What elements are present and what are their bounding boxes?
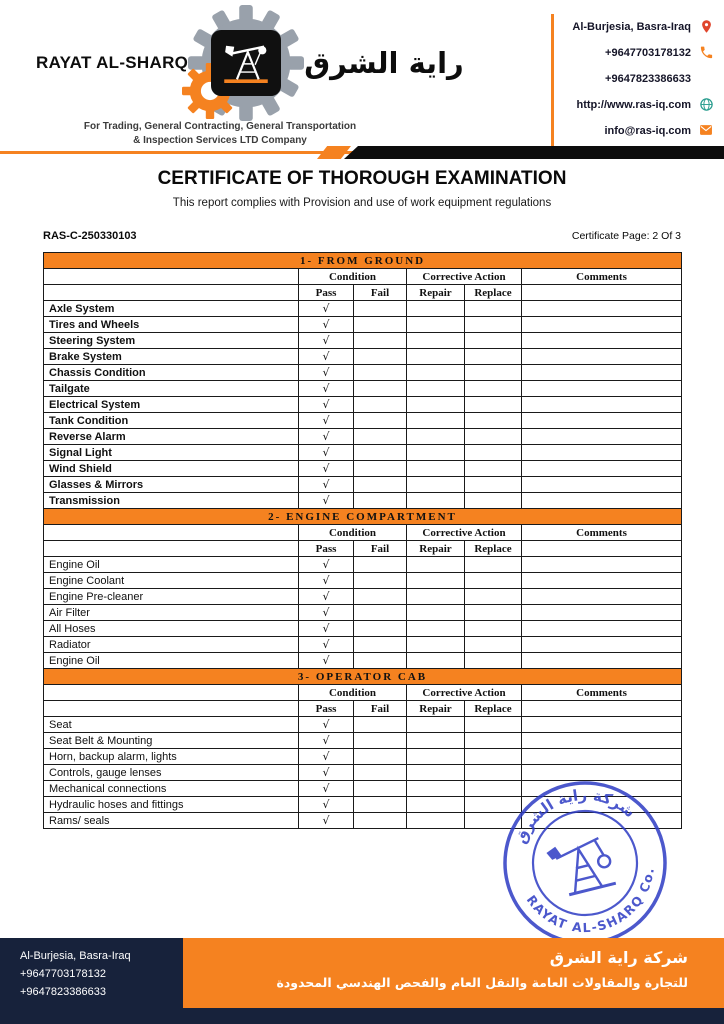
- table-row: [44, 445, 682, 461]
- pass-cell: √: [299, 557, 354, 573]
- table-row: [44, 493, 682, 509]
- pass-cell: √: [299, 733, 354, 749]
- replace-cell: [465, 717, 522, 733]
- repair-header: Repair: [407, 541, 465, 557]
- pass-cell: √: [299, 317, 354, 333]
- fail-cell: [354, 637, 407, 653]
- comments-cell: [522, 493, 682, 509]
- fail-header: Fail: [354, 541, 407, 557]
- table-row: [44, 477, 682, 493]
- section-title-row: [44, 669, 682, 685]
- replace-cell: [465, 589, 522, 605]
- corrective-action-header: Corrective Action: [407, 525, 522, 541]
- pass-cell: √: [299, 301, 354, 317]
- comments-subheader: [522, 285, 682, 301]
- pass-cell: √: [299, 445, 354, 461]
- company-name-en: RAYAT AL-SHARQ: [36, 53, 189, 72]
- column-header-row: [44, 541, 682, 557]
- fail-cell: [354, 477, 407, 493]
- fail-cell: [354, 797, 407, 813]
- black-bar: [344, 146, 724, 159]
- repair-cell: [407, 637, 465, 653]
- repair-cell: [407, 365, 465, 381]
- pass-cell: √: [299, 589, 354, 605]
- repair-cell: [407, 733, 465, 749]
- repair-cell: [407, 349, 465, 365]
- table-row: [44, 557, 682, 573]
- fail-cell: [354, 621, 407, 637]
- footer-phone1: +9647703178132: [20, 968, 106, 980]
- comments-cell: [522, 589, 682, 605]
- replace-cell: [465, 365, 522, 381]
- repair-cell: [407, 317, 465, 333]
- comments-cell: [522, 749, 682, 765]
- item-cell: Tank Condition: [44, 413, 299, 429]
- fail-cell: [354, 717, 407, 733]
- pass-cell: √: [299, 749, 354, 765]
- repair-cell: [407, 765, 465, 781]
- comments-cell: [522, 333, 682, 349]
- fail-header: Fail: [354, 701, 407, 717]
- comments-cell: [522, 637, 682, 653]
- comments-cell: [522, 653, 682, 669]
- repair-header: Repair: [407, 285, 465, 301]
- replace-cell: [465, 461, 522, 477]
- table-row: [44, 621, 682, 637]
- pass-cell: √: [299, 573, 354, 589]
- footer-phone2: +9647823386633: [20, 986, 106, 998]
- pass-cell: √: [299, 413, 354, 429]
- repair-cell: [407, 717, 465, 733]
- fail-cell: [354, 301, 407, 317]
- condition-header: Condition: [299, 269, 407, 285]
- repair-cell: [407, 557, 465, 573]
- item-cell: Engine Coolant: [44, 573, 299, 589]
- repair-cell: [407, 301, 465, 317]
- repair-header: Repair: [407, 701, 465, 717]
- pass-header: Pass: [299, 541, 354, 557]
- location-pin-icon: [698, 19, 714, 35]
- stamp-english-text: RAYAT AL-SHARQ Co.: [523, 866, 657, 936]
- fail-cell: [354, 749, 407, 765]
- fail-header: Fail: [354, 285, 407, 301]
- comments-cell: [522, 477, 682, 493]
- comments-cell: [522, 717, 682, 733]
- comments-cell: [522, 429, 682, 445]
- table-row: [44, 413, 682, 429]
- item-cell: Tires and Wheels: [44, 317, 299, 333]
- item-cell: Engine Oil: [44, 653, 299, 669]
- table-row: [44, 317, 682, 333]
- repair-cell: [407, 445, 465, 461]
- fail-cell: [354, 813, 407, 829]
- comments-cell: [522, 397, 682, 413]
- replace-cell: [465, 621, 522, 637]
- comments-cell: [522, 733, 682, 749]
- repair-cell: [407, 397, 465, 413]
- fail-cell: [354, 333, 407, 349]
- comments-cell: [522, 605, 682, 621]
- fail-cell: [354, 349, 407, 365]
- tagline-line1: For Trading, General Contracting, General Transportation: [83, 121, 357, 132]
- pass-cell: √: [299, 381, 354, 397]
- repair-cell: [407, 381, 465, 397]
- item-cell: Engine Oil: [44, 557, 299, 573]
- pass-cell: √: [299, 461, 354, 477]
- table-row: [44, 349, 682, 365]
- table-row: [44, 429, 682, 445]
- repair-cell: [407, 813, 465, 829]
- repair-cell: [407, 605, 465, 621]
- replace-cell: [465, 573, 522, 589]
- pass-header: Pass: [299, 285, 354, 301]
- replace-header: Replace: [465, 701, 522, 717]
- fail-cell: [354, 557, 407, 573]
- contact-label: http://www.ras-iq.com: [576, 98, 691, 111]
- company-tagline: [36, 120, 404, 148]
- table-row: [44, 749, 682, 765]
- contact-list: [546, 18, 714, 139]
- repair-cell: [407, 621, 465, 637]
- item-cell: Mechanical connections: [44, 781, 299, 797]
- replace-cell: [465, 349, 522, 365]
- replace-cell: [465, 381, 522, 397]
- replace-cell: [465, 749, 522, 765]
- table-row: [44, 301, 682, 317]
- item-header: [44, 269, 299, 285]
- pass-cell: √: [299, 765, 354, 781]
- replace-cell: [465, 333, 522, 349]
- repair-cell: [407, 477, 465, 493]
- orange-rule: [0, 151, 360, 154]
- table-row: [44, 589, 682, 605]
- repair-cell: [407, 461, 465, 477]
- column-group-header-row: [44, 685, 682, 701]
- condition-header: Condition: [299, 685, 407, 701]
- footer-arabic: [277, 944, 689, 994]
- contact-label: info@ras-iq.com: [604, 124, 691, 137]
- replace-cell: [465, 413, 522, 429]
- comments-subheader: [522, 541, 682, 557]
- table-row: [44, 733, 682, 749]
- item-cell: Seat Belt & Mounting: [44, 733, 299, 749]
- company-name-ar: راية الشرق: [304, 46, 464, 80]
- comments-cell: [522, 461, 682, 477]
- footer-company-arabic: شركة راية الشرق: [549, 948, 688, 967]
- comments-header: Comments: [522, 525, 682, 541]
- table-row: [44, 381, 682, 397]
- item-cell: Rams/ seals: [44, 813, 299, 829]
- section-title: 1- FROM GROUND: [44, 253, 682, 269]
- item-header: [44, 685, 299, 701]
- pass-cell: √: [299, 429, 354, 445]
- stamp-arabic-text: شركة راية الشرق: [511, 785, 639, 847]
- page-indicator: Certificate Page: 2 Of 3: [571, 230, 681, 242]
- item-cell: All Hoses: [44, 621, 299, 637]
- item-cell: Horn, backup alarm, lights: [44, 749, 299, 765]
- pass-cell: √: [299, 813, 354, 829]
- comments-cell: [522, 381, 682, 397]
- item-cell: Glasses & Mirrors: [44, 477, 299, 493]
- fail-cell: [354, 397, 407, 413]
- item-cell: Wind Shield: [44, 461, 299, 477]
- pass-cell: √: [299, 333, 354, 349]
- repair-cell: [407, 797, 465, 813]
- column-group-header-row: [44, 269, 682, 285]
- logo-row: [36, 10, 464, 116]
- table-row: [44, 397, 682, 413]
- corrective-action-header: Corrective Action: [407, 269, 522, 285]
- replace-cell: [465, 429, 522, 445]
- pass-cell: √: [299, 349, 354, 365]
- contact-label: +9647823386633: [605, 72, 691, 85]
- fail-cell: [354, 589, 407, 605]
- fail-cell: [354, 573, 407, 589]
- pass-header: Pass: [299, 701, 354, 717]
- comments-cell: [522, 557, 682, 573]
- logo-mark: [196, 11, 296, 115]
- footer-contact-box: [0, 938, 183, 1008]
- contact-label: +9647703178132: [605, 46, 691, 59]
- section-title: 3- OPERATOR CAB: [44, 669, 682, 685]
- item-cell: Controls, gauge lenses: [44, 765, 299, 781]
- globe-icon: [698, 97, 714, 113]
- section-title-row: [44, 253, 682, 269]
- footer-address: Al-Burjesia, Basra-Iraq: [20, 950, 131, 962]
- certificate-subtitle: This report complies with Provision and use of work equipment regulations: [172, 197, 552, 209]
- comments-cell: [522, 317, 682, 333]
- reference-row: [43, 230, 681, 242]
- table-row: [44, 653, 682, 669]
- repair-cell: [407, 749, 465, 765]
- table-row: [44, 573, 682, 589]
- fail-cell: [354, 445, 407, 461]
- footer-bottom-bar: [0, 1008, 724, 1024]
- item-cell: Reverse Alarm: [44, 429, 299, 445]
- pass-cell: √: [299, 397, 354, 413]
- repair-cell: [407, 413, 465, 429]
- replace-cell: [465, 397, 522, 413]
- comments-cell: [522, 621, 682, 637]
- corrective-action-header: Corrective Action: [407, 685, 522, 701]
- item-cell: Chassis Condition: [44, 365, 299, 381]
- repair-cell: [407, 781, 465, 797]
- contact-label: Al-Burjesia, Basra-Iraq: [572, 20, 691, 33]
- item-cell: Electrical System: [44, 397, 299, 413]
- repair-cell: [407, 493, 465, 509]
- contact-row: [546, 44, 714, 61]
- pass-cell: √: [299, 653, 354, 669]
- table-row: [44, 717, 682, 733]
- item-cell: Signal Light: [44, 445, 299, 461]
- comments-header: Comments: [522, 685, 682, 701]
- table-row: [44, 637, 682, 653]
- fail-cell: [354, 429, 407, 445]
- phone-icon: [698, 45, 714, 61]
- item-header: [44, 701, 299, 717]
- repair-cell: [407, 333, 465, 349]
- fail-cell: [354, 365, 407, 381]
- replace-cell: [465, 301, 522, 317]
- section-title: 2- ENGINE COMPARTMENT: [44, 509, 682, 525]
- comments-subheader: [522, 701, 682, 717]
- footer-description-arabic: للتجارة والمقاولات العامة والنقل العام والفحص الهندسي المحدودة: [276, 975, 688, 990]
- item-cell: Air Filter: [44, 605, 299, 621]
- replace-cell: [465, 317, 522, 333]
- pumpjack-icon: [211, 30, 281, 96]
- fail-cell: [354, 781, 407, 797]
- fail-cell: [354, 493, 407, 509]
- replace-header: Replace: [465, 285, 522, 301]
- pass-cell: √: [299, 717, 354, 733]
- item-cell: Transmission: [44, 493, 299, 509]
- comments-cell: [522, 349, 682, 365]
- fail-cell: [354, 733, 407, 749]
- table-row: [44, 365, 682, 381]
- comments-cell: [522, 413, 682, 429]
- replace-cell: [465, 557, 522, 573]
- item-header: [44, 285, 299, 301]
- stamp-pumpjack-icon: [545, 835, 615, 898]
- fail-cell: [354, 461, 407, 477]
- section-title-row: [44, 509, 682, 525]
- fail-cell: [354, 413, 407, 429]
- item-cell: Engine Pre-cleaner: [44, 589, 299, 605]
- pass-cell: √: [299, 637, 354, 653]
- replace-cell: [465, 477, 522, 493]
- icon-placeholder: [698, 71, 714, 87]
- condition-header: Condition: [299, 525, 407, 541]
- pass-cell: √: [299, 797, 354, 813]
- pass-cell: √: [299, 493, 354, 509]
- comments-cell: [522, 365, 682, 381]
- pass-cell: √: [299, 477, 354, 493]
- item-cell: Radiator: [44, 637, 299, 653]
- table-row: [44, 333, 682, 349]
- pass-cell: √: [299, 781, 354, 797]
- repair-cell: [407, 653, 465, 669]
- replace-cell: [465, 765, 522, 781]
- fail-cell: [354, 317, 407, 333]
- column-header-row: [44, 285, 682, 301]
- certificate-title: CERTIFICATE OF THOROUGH EXAMINATION: [157, 168, 567, 189]
- item-cell: Hydraulic hoses and fittings: [44, 797, 299, 813]
- item-cell: Seat: [44, 717, 299, 733]
- fail-cell: [354, 381, 407, 397]
- contact-row: [546, 96, 714, 113]
- replace-cell: [465, 605, 522, 621]
- repair-cell: [407, 573, 465, 589]
- table-row: [44, 461, 682, 477]
- replace-cell: [465, 653, 522, 669]
- comments-cell: [522, 445, 682, 461]
- column-header-row: [44, 701, 682, 717]
- tagline-line2: & Inspection Services LTD Company: [133, 135, 307, 146]
- comments-cell: [522, 301, 682, 317]
- pass-cell: √: [299, 621, 354, 637]
- contact-row: [546, 18, 714, 35]
- item-cell: Brake System: [44, 349, 299, 365]
- envelope-icon: [698, 123, 714, 139]
- fail-cell: [354, 765, 407, 781]
- replace-cell: [465, 493, 522, 509]
- item-header: [44, 541, 299, 557]
- item-header: [44, 525, 299, 541]
- item-cell: Steering System: [44, 333, 299, 349]
- item-cell: Axle System: [44, 301, 299, 317]
- fail-cell: [354, 605, 407, 621]
- table-row: [44, 605, 682, 621]
- company-logo: [36, 10, 464, 148]
- replace-header: Replace: [465, 541, 522, 557]
- column-group-header-row: [44, 525, 682, 541]
- contact-row: [546, 122, 714, 139]
- item-cell: Tailgate: [44, 381, 299, 397]
- pass-cell: √: [299, 365, 354, 381]
- repair-cell: [407, 429, 465, 445]
- repair-cell: [407, 589, 465, 605]
- pass-cell: √: [299, 605, 354, 621]
- inspection-table: [43, 252, 682, 829]
- replace-cell: [465, 733, 522, 749]
- fail-cell: [354, 653, 407, 669]
- replace-cell: [465, 637, 522, 653]
- comments-cell: [522, 573, 682, 589]
- comments-header: Comments: [522, 269, 682, 285]
- replace-cell: [465, 445, 522, 461]
- contact-row: [546, 70, 714, 87]
- reference-number: RAS-C-250330103: [43, 230, 137, 242]
